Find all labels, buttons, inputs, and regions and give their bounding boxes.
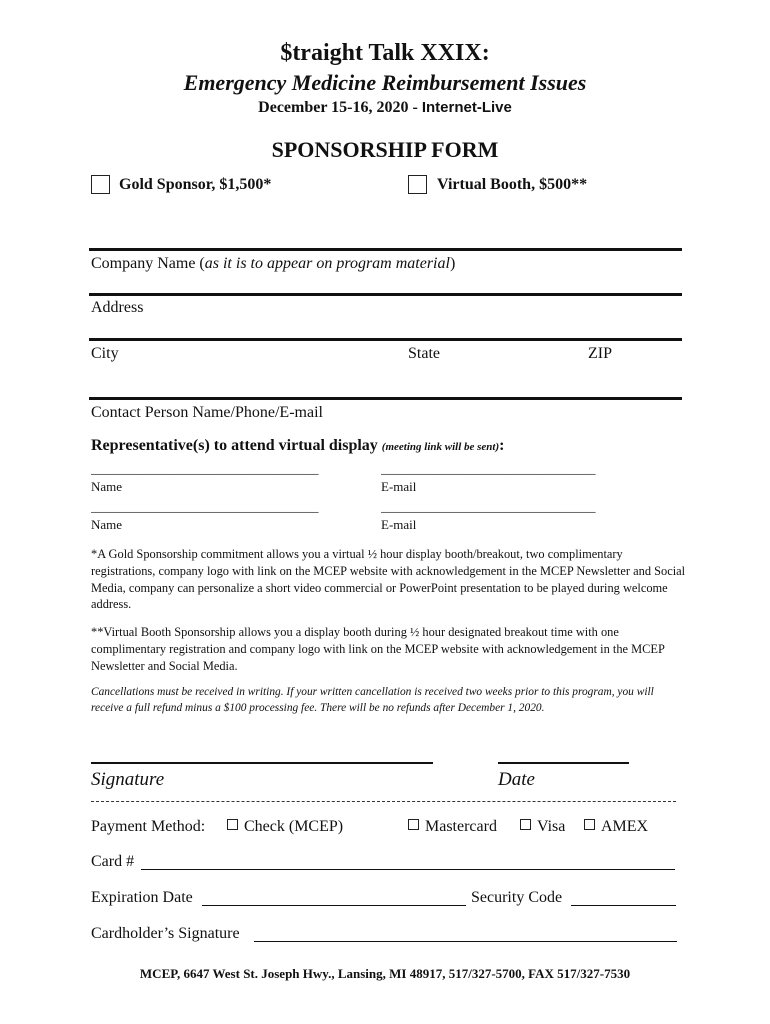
company-name-label [91, 255, 455, 273]
company-name-note: as it is to appear on program material [204, 255, 450, 272]
card-number-label: Card # [91, 853, 135, 870]
cancellation-policy: Cancellations must be received in writing. If your written cancellation is received two weeks prior to this program, you will receive a full refund minus a $100 processing fee. There will be no refunds after December 1, 2020. [91, 686, 654, 714]
company-name-line[interactable] [89, 248, 682, 251]
cardholder-signature-label: Cardholder’s Signature [91, 925, 240, 942]
date-line[interactable] [498, 762, 629, 764]
event-format: Internet-Live [421, 99, 512, 116]
representatives-colon: : [499, 437, 505, 454]
rep2-email-field[interactable]: _________________________________ [381, 499, 596, 514]
mastercard-checkbox[interactable] [408, 819, 419, 830]
contact-line[interactable] [89, 397, 682, 400]
payment-method-label: Payment Method: [91, 818, 206, 835]
city-label: City [91, 345, 119, 362]
rep2-name-field[interactable]: ___________________________________ [91, 499, 319, 514]
payment-amex-option[interactable] [584, 818, 648, 836]
sponsorship-form-heading: SPONSORSHIP FORM [271, 137, 499, 162]
signature-label: Signature [91, 769, 165, 790]
mastercard-label: Mastercard [425, 818, 497, 835]
representatives-heading [91, 437, 504, 455]
check-label: Check (MCEP) [244, 818, 344, 835]
city-state-zip-line[interactable] [89, 338, 682, 341]
form-subtitle: Emergency Medicine Reimbursement Issues [183, 70, 587, 95]
visa-label: Visa [537, 818, 566, 835]
rep2-email-label: E-mail [381, 517, 417, 532]
company-name-close: ) [449, 255, 456, 272]
address-label: Address [91, 299, 144, 316]
company-name-text: Company Name ( [91, 255, 205, 272]
payment-check-option[interactable] [227, 818, 343, 836]
gold-sponsor-checkbox[interactable] [91, 175, 110, 194]
amex-label: AMEX [601, 818, 649, 835]
representatives-note: (meeting link will be sent) [381, 441, 500, 453]
check-checkbox[interactable] [227, 819, 238, 830]
rep1-email-label: E-mail [381, 479, 417, 494]
cut-line-divider [91, 801, 676, 802]
zip-label: ZIP [588, 345, 612, 362]
date-label: Date [498, 769, 535, 790]
payment-mastercard-option[interactable] [408, 818, 497, 836]
expiration-date-field[interactable] [202, 891, 466, 906]
cardholder-signature-field[interactable] [254, 927, 677, 942]
expiration-date-label: Expiration Date [91, 889, 193, 906]
virtual-booth-label: Virtual Booth, $500** [437, 176, 588, 193]
event-date: December 15-16, 2020 - [258, 99, 422, 116]
card-number-field[interactable] [141, 855, 675, 870]
virtual-booth-note: **Virtual Booth Sponsorship allows you a display booth during ½ hour designated breakout time with one complimentary registration and company logo with link on the MCEP website with acknowledgement in the MCEP Newsletter and Social Media. [91, 625, 665, 673]
security-code-field[interactable] [571, 891, 676, 906]
contact-label: Contact Person Name/Phone/E-mail [91, 404, 323, 421]
rep2-name-label: Name [91, 517, 123, 532]
state-label: State [408, 345, 440, 362]
amex-checkbox[interactable] [584, 819, 595, 830]
signature-line[interactable] [91, 762, 433, 764]
gold-sponsor-note: *A Gold Sponsorship commitment allows you a virtual ½ hour display booth/breakout, two complimentary registrations, company logo with link on the MCEP website with acknowledgement in the MCEP Newsletter and Social Media, company can personalize a short video commercial or PowerPoint presentation to be played during welcome address. [91, 547, 686, 612]
gold-sponsor-label: Gold Sponsor, $1,500* [119, 176, 272, 193]
payment-visa-option[interactable] [520, 818, 565, 836]
security-code-label: Security Code [471, 889, 563, 906]
rep1-name-label: Name [91, 479, 123, 494]
rep1-name-field[interactable]: ___________________________________ [91, 461, 319, 476]
form-title-main: $traight Talk XXIX: [280, 40, 490, 66]
rep1-email-field[interactable]: _________________________________ [381, 461, 596, 476]
visa-checkbox[interactable] [520, 819, 531, 830]
address-line[interactable] [89, 293, 682, 296]
event-date-line [0, 99, 770, 117]
representatives-heading-text: Representative(s) to attend virtual display [91, 437, 382, 454]
virtual-booth-checkbox[interactable] [408, 175, 427, 194]
footer-contact: MCEP, 6647 West St. Joseph Hwy., Lansing, MI 48917, 517/327-5700, FAX 517/327-7530 [139, 966, 631, 981]
